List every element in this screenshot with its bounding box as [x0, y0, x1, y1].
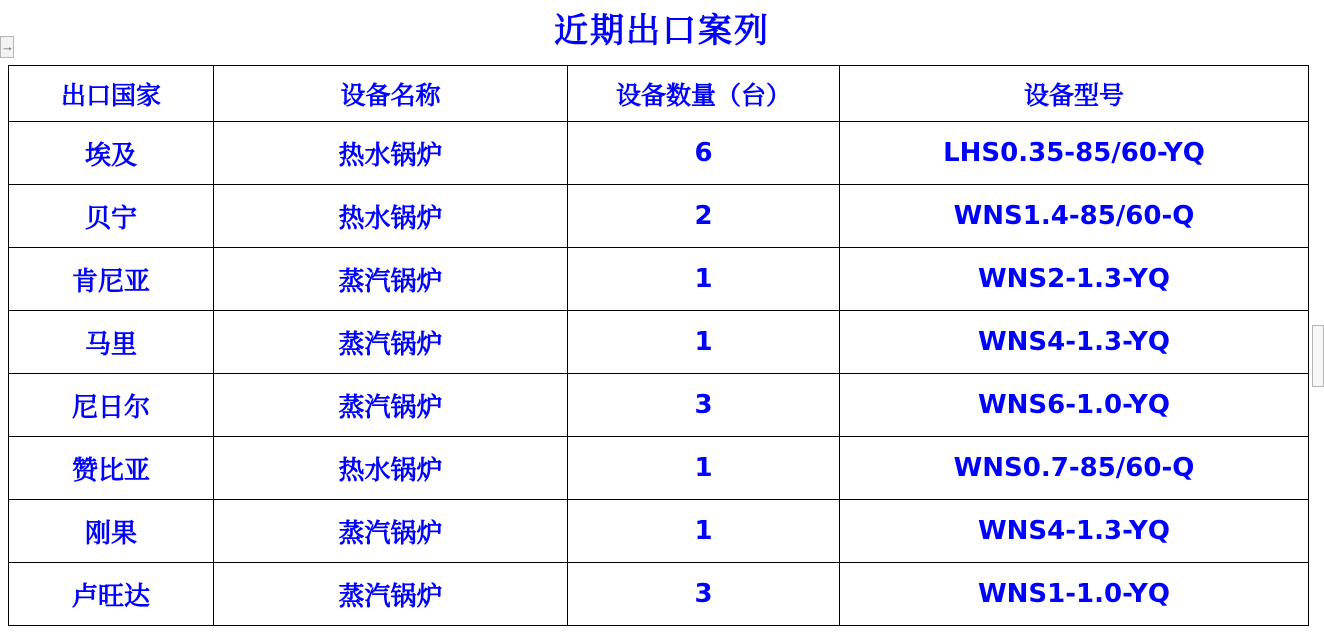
cell-equipment-name: 蒸汽锅炉	[214, 248, 568, 311]
cell-equipment-name: 热水锅炉	[214, 437, 568, 500]
cell-country: 卢旺达	[9, 563, 214, 626]
cell-country: 马里	[9, 311, 214, 374]
cell-equipment-name: 蒸汽锅炉	[214, 374, 568, 437]
table-row	[9, 248, 1309, 311]
cell-quantity: 2	[568, 185, 840, 248]
horizontal-scroll-arrow[interactable]	[0, 36, 14, 58]
cell-equipment-name: 蒸汽锅炉	[214, 500, 568, 563]
table-row	[9, 311, 1309, 374]
cell-model: LHS0.35-85/60-YQ	[840, 122, 1309, 185]
column-header-quantity: 设备数量（台）	[568, 66, 840, 122]
cell-model: WNS0.7-85/60-Q	[840, 437, 1309, 500]
cell-equipment-name: 蒸汽锅炉	[214, 563, 568, 626]
page-title: 近期出口案列	[554, 11, 770, 51]
cell-country: 贝宁	[9, 185, 214, 248]
cell-country: 刚果	[9, 500, 214, 563]
cell-model: WNS4-1.3-YQ	[840, 311, 1309, 374]
cell-equipment-name: 热水锅炉	[214, 185, 568, 248]
cell-quantity: 3	[568, 563, 840, 626]
cell-country: 埃及	[9, 122, 214, 185]
horizontal-scroll-arrow-glyph: →	[1, 39, 14, 54]
table-header-row	[9, 66, 1309, 122]
table-row	[9, 500, 1309, 563]
table-row	[9, 185, 1309, 248]
cell-equipment-name: 热水锅炉	[214, 122, 568, 185]
cell-quantity: 6	[568, 122, 840, 185]
cell-country: 赞比亚	[9, 437, 214, 500]
cell-equipment-name: 蒸汽锅炉	[214, 311, 568, 374]
column-header-model: 设备型号	[840, 66, 1309, 122]
cell-model: WNS6-1.0-YQ	[840, 374, 1309, 437]
cell-quantity: 1	[568, 311, 840, 374]
table-row	[9, 374, 1309, 437]
cell-quantity: 3	[568, 374, 840, 437]
table-row	[9, 437, 1309, 500]
column-header-equipment-name: 设备名称	[214, 66, 568, 122]
cell-quantity: 1	[568, 500, 840, 563]
cell-quantity: 1	[568, 437, 840, 500]
cell-model: WNS1-1.0-YQ	[840, 563, 1309, 626]
cell-country: 尼日尔	[9, 374, 214, 437]
cell-country: 肯尼亚	[9, 248, 214, 311]
table-row	[9, 563, 1309, 626]
table-resize-handle[interactable]	[1312, 325, 1324, 387]
cell-model: WNS2-1.3-YQ	[840, 248, 1309, 311]
cell-model: WNS4-1.3-YQ	[840, 500, 1309, 563]
cell-model: WNS1.4-85/60-Q	[840, 185, 1309, 248]
table-row	[9, 122, 1309, 185]
cell-quantity: 1	[568, 248, 840, 311]
export-cases-table	[8, 65, 1309, 626]
column-header-country: 出口国家	[9, 66, 214, 122]
